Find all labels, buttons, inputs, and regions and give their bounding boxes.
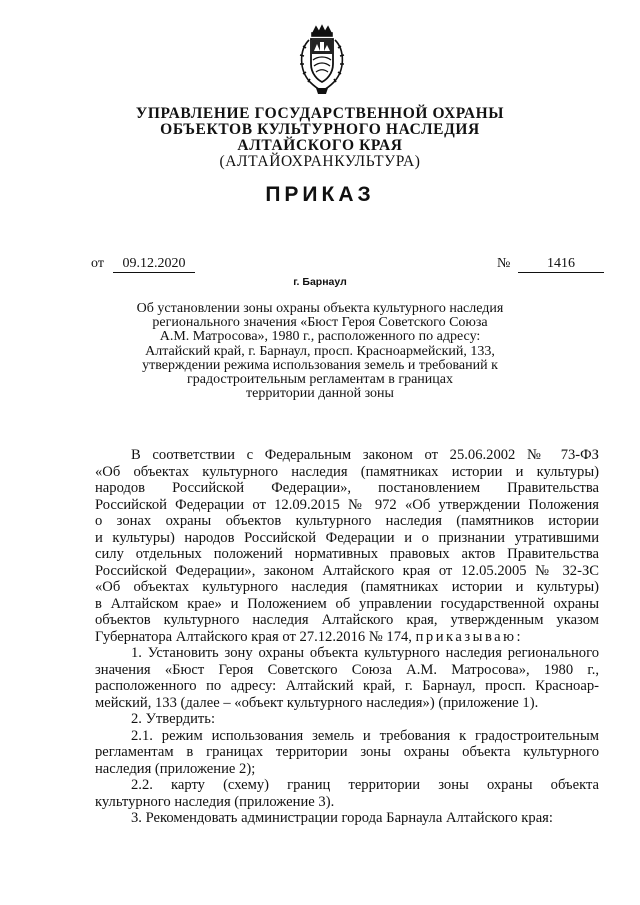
number-label: № (497, 256, 511, 271)
preamble-line: объектов культурного наследия Алтайского края, утвержденным указом (95, 612, 599, 628)
item-2-2-line: культурного наследия (приложение 3). (95, 793, 335, 810)
item-2-heading: 2. Утвердить: (131, 711, 216, 727)
preamble-line: Российской Федерации от 12.09.2015 № 972 «Об утверждении Положения (95, 496, 599, 513)
preamble-line: Российской Федерации», законом Алтайского края от 12.05.2005 № 32-ЗС (95, 562, 599, 579)
subject-line: Алтайский край, г. Барнаул, просп. Красноармейский, 133, (145, 343, 495, 359)
order-body (95, 447, 599, 827)
subject-line: утверждении режима использования земель и требований к (142, 357, 498, 373)
item-2-1-line: 2.1. режим использования земель и требования к градостроительным (131, 727, 599, 744)
document-type-title: ПРИКАЗ (265, 183, 375, 206)
preamble-line: силу отдельных положений нормативных правовых актов Правительства (95, 546, 599, 562)
subject-line: А.М. Матросова», 1980 г., расположенного по адресу: (159, 329, 481, 345)
preamble-line-last (95, 629, 599, 646)
item-1-line: мейский, 133 (далее – «объект культурного наследия») (приложение 1). (95, 694, 539, 711)
subject-line: регионального значения «Бюст Героя Советского Союза (152, 315, 488, 331)
subject-line: градостроительным регламентам в границах (186, 372, 453, 388)
preamble-line: «Об объектах культурного наследия (памятниках истории и культуры) (95, 579, 599, 595)
subject-line: территории данной зоны (246, 386, 394, 402)
item-3-line: 3. Рекомендовать администрации города Барнаула Алтайского края: (131, 810, 553, 826)
order-date: 09.12.2020 (113, 256, 195, 273)
item-2-2-line: 2.2. карту (схему) границ территории зоны охраны объекта (131, 777, 599, 793)
date-label: от (91, 256, 104, 271)
authority-line-3: АЛТАЙСКОГО КРАЯ (237, 137, 403, 154)
preamble-line: народов Российской Федерации», постановлением Правительства (95, 480, 599, 496)
preamble-line: «Об объектах культурного наследия (памятниках истории и культуры) (95, 463, 599, 480)
item-1-line: 1. Установить зону охраны объекта культурного наследия регионального (131, 645, 599, 661)
preamble-line: В соответствии с Федеральным законом от 25.06.2002 № 73-ФЗ (131, 447, 599, 463)
coat-of-arms-emblem (296, 24, 348, 96)
preamble-line: и культуры) народов Российской Федерации и о признании утратившими (95, 529, 599, 546)
issuing-authority (60, 106, 580, 170)
subject-line: Об установлении зоны охраны объекта культурного наследия (136, 301, 504, 316)
preamble-line: о зонах охраны объектов культурного наследия (памятников истории (95, 513, 599, 529)
order-number: 1416 (518, 256, 604, 273)
item-2-1-line: регламентам в границах территории зоны охраны объекта культурного (95, 744, 599, 760)
order-subject (120, 302, 520, 401)
item-1-line: значения «Бюст Героя Советского Союза А.М. Матросова», 1980 г., (95, 661, 599, 678)
authority-line-1: УПРАВЛЕНИЕ ГОСУДАРСТВЕННОЙ ОХРАНЫ (135, 105, 505, 122)
preamble-ending: Губернатора Алтайского края от 27.12.2016 № 174, (95, 628, 412, 645)
authority-short-name: (АЛТАЙОХРАНКУЛЬТУРА) (219, 153, 421, 170)
city-of-issue: г. Барнаул (293, 276, 347, 288)
preamble-line: в Алтайском крае» и Положением об управлении государственной охраны (95, 595, 599, 612)
item-1-line: расположенного по адресу: Алтайский край, г. Барнаул, просп. Красноар- (95, 678, 599, 694)
order-word: приказываю: (415, 628, 524, 645)
item-2-1-line: наследия (приложение 2); (95, 760, 256, 777)
authority-line-2: ОБЪЕКТОВ КУЛЬТУРНОГО НАСЛЕДИЯ (160, 121, 480, 138)
